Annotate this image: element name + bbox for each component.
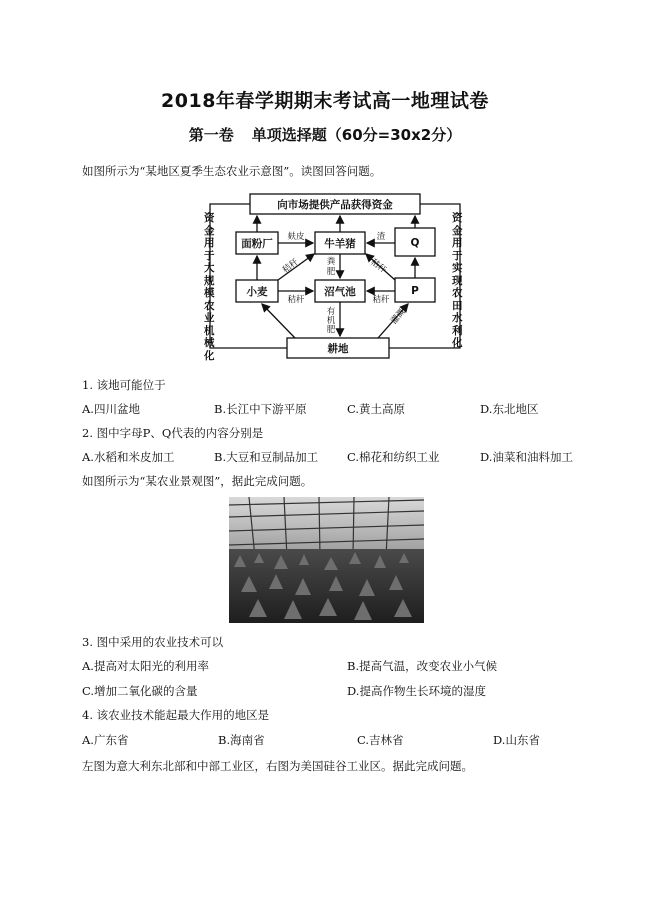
q3-option-a: A.提高对太阳光的利用率 xyxy=(82,659,209,673)
organic-label-c: 肥 xyxy=(326,325,336,335)
organic-label-b: 机 xyxy=(326,316,336,326)
section-name: 单项选择题（60分=30x2分） xyxy=(251,126,462,144)
q4-stem: 4. 该农业技术能起最大作用的地区是 xyxy=(82,708,270,722)
q2-option-b: B.大豆和豆制品加工 xyxy=(214,450,319,464)
q1-option-a: A.四川盆地 xyxy=(82,402,140,416)
section-part: 第一卷 xyxy=(188,126,234,144)
intro-text-2: 如图所示为“某农业景观图”，据此完成问题。 xyxy=(82,474,313,488)
flour-mill-label: 面粉厂 xyxy=(241,238,273,250)
q1-option-c: C.黄土高原 xyxy=(347,402,406,416)
straw-feed-label-1: 秸秆 xyxy=(280,257,301,276)
biogas-label: 沼气池 xyxy=(324,286,356,298)
right-loop-line xyxy=(389,204,460,348)
residue-label: 渣 xyxy=(376,232,386,242)
wheat-label: 小麦 xyxy=(246,286,268,298)
straw-feed-label-2: 秸秆 xyxy=(368,257,389,276)
bran-label: 麸皮 xyxy=(287,232,305,242)
q3-option-c: C.增加二氧化碳的含量 xyxy=(82,684,198,698)
q3-stem: 3. 图中采用的农业技术可以 xyxy=(82,635,224,649)
section-heading xyxy=(0,124,650,145)
left-loop-line xyxy=(210,204,287,348)
q1-stem: 1. 该地可能位于 xyxy=(82,378,166,392)
q2-option-d: D.油菜和油料加工 xyxy=(480,450,573,464)
p-label: P xyxy=(411,285,419,297)
q4-option-c: C.吉林省 xyxy=(357,733,404,747)
q2-stem: 2. 图中字母P、Q代表的内容分别是 xyxy=(82,426,264,440)
q3-option-b: B.提高气温，改变农业小气候 xyxy=(347,659,498,673)
q2-option-c: C.棉花和纺织工业 xyxy=(347,450,440,464)
livestock-label: 牛羊猪 xyxy=(324,238,356,250)
straw-label-1: 秸秆 xyxy=(287,295,305,305)
q-label: Q xyxy=(410,237,420,249)
market-label: 向市场提供产品获得资金 xyxy=(277,199,393,211)
left-side-caption: 资金用于大规模农业机械化 xyxy=(204,212,215,362)
q2-option-a: A.水稻和米皮加工 xyxy=(82,450,175,464)
q4-option-b: B.海南省 xyxy=(218,733,265,747)
farmland-label: 耕地 xyxy=(327,343,349,355)
eco-agriculture-diagram xyxy=(200,188,470,360)
greenhouse-illustration xyxy=(229,497,424,623)
irrigation-label: 灌溉 xyxy=(389,306,408,327)
q1-option-d: D.东北地区 xyxy=(480,402,539,416)
intro-text-3: 左图为意大利东北部和中部工业区，右图为美国硅谷工业区。据此完成问题。 xyxy=(82,759,473,773)
q3-option-d: D.提高作物生长环境的湿度 xyxy=(347,684,486,698)
manure-label-b: 肥 xyxy=(326,267,336,277)
manure-label-a: 粪 xyxy=(326,257,336,267)
page-title: 2018年春学期期末考试高一地理试卷 xyxy=(161,90,489,112)
q4-option-d: D.山东省 xyxy=(493,733,540,747)
q4-option-a: A.广东省 xyxy=(82,733,129,747)
straw-label-2: 秸秆 xyxy=(372,295,390,305)
right-side-caption: 资金用于实现农田水利化 xyxy=(452,212,463,349)
organic-label-a: 有 xyxy=(326,307,336,317)
greenhouse-photo xyxy=(229,497,424,623)
intro-text-1: 如图所示为“某地区夏季生态农业示意图”。读图回答问题。 xyxy=(82,164,382,178)
q1-option-b: B.长江中下游平原 xyxy=(214,402,307,416)
